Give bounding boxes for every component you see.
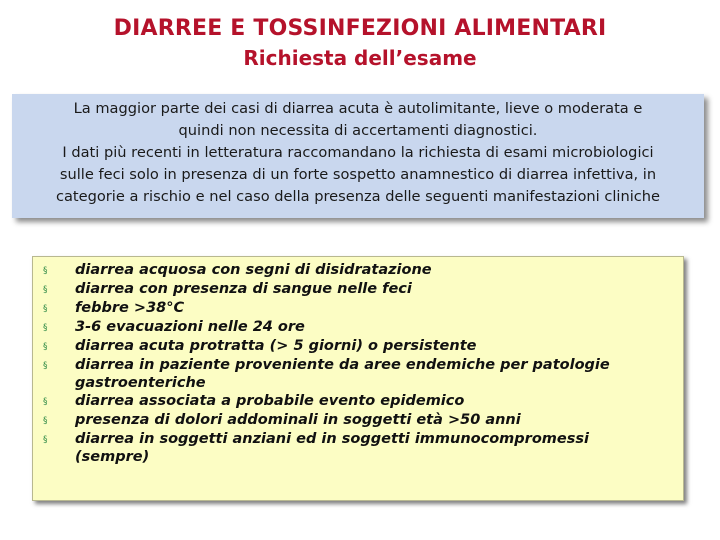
square-bullet-icon: § <box>43 416 48 426</box>
list-item <box>43 337 675 356</box>
slide-title <box>0 14 720 72</box>
square-bullet-icon: § <box>43 361 48 371</box>
list-item-text: diarrea in soggetti anziani ed in soggetti immunocompromessi (sempre) <box>75 431 589 465</box>
clinical-criteria-list <box>32 256 684 501</box>
square-bullet-icon: § <box>43 304 48 314</box>
intro-line: I dati più recenti in letteratura raccomandano la richiesta di esami microbiologici <box>62 144 654 161</box>
intro-line: La maggior parte dei casi di diarrea acuta è autolimitante, lieve o moderata e <box>73 100 643 117</box>
list-item-text: 3-6 evacuazioni nelle 24 ore <box>75 319 305 335</box>
list-item-text: diarrea in paziente proveniente da aree endemiche per patologie gastroenteriche <box>75 357 610 391</box>
intro-text-box <box>12 94 704 218</box>
intro-line: categorie a rischio e nel caso della presenza delle seguenti manifestazioni cliniche <box>55 188 661 205</box>
list-item <box>43 318 675 337</box>
list-item <box>43 430 675 466</box>
list-item <box>43 261 675 280</box>
intro-line: sulle feci solo in presenza di un forte sospetto anamnestico di diarrea infettiva, in <box>59 166 657 183</box>
title-main: DIARREE E TOSSINFEZIONI ALIMENTARI <box>113 16 607 41</box>
square-bullet-icon: § <box>43 435 48 445</box>
list-item-text: diarrea acquosa con segni di disidratazione <box>75 262 432 278</box>
list-item-text: febbre >38°C <box>75 300 185 316</box>
square-bullet-icon: § <box>43 323 48 333</box>
list-item <box>43 280 675 299</box>
square-bullet-icon: § <box>43 342 48 352</box>
list-item <box>43 299 675 318</box>
square-bullet-icon: § <box>43 285 48 295</box>
list-item-text: diarrea associata a probabile evento epidemico <box>75 393 465 409</box>
list-item-text: presenza di dolori addominali in soggetti età >50 anni <box>75 412 521 428</box>
list-item-text: diarrea con presenza di sangue nelle feci <box>75 281 412 297</box>
list-item <box>43 356 675 392</box>
list-item <box>43 392 675 411</box>
list-item-text: diarrea acuta protratta (> 5 giorni) o persistente <box>75 338 477 354</box>
list-item <box>43 411 675 430</box>
square-bullet-icon: § <box>43 397 48 407</box>
square-bullet-icon: § <box>43 266 48 276</box>
title-subtitle: Richiesta dell’esame <box>243 46 477 70</box>
intro-line: quindi non necessita di accertamenti diagnostici. <box>178 122 538 139</box>
